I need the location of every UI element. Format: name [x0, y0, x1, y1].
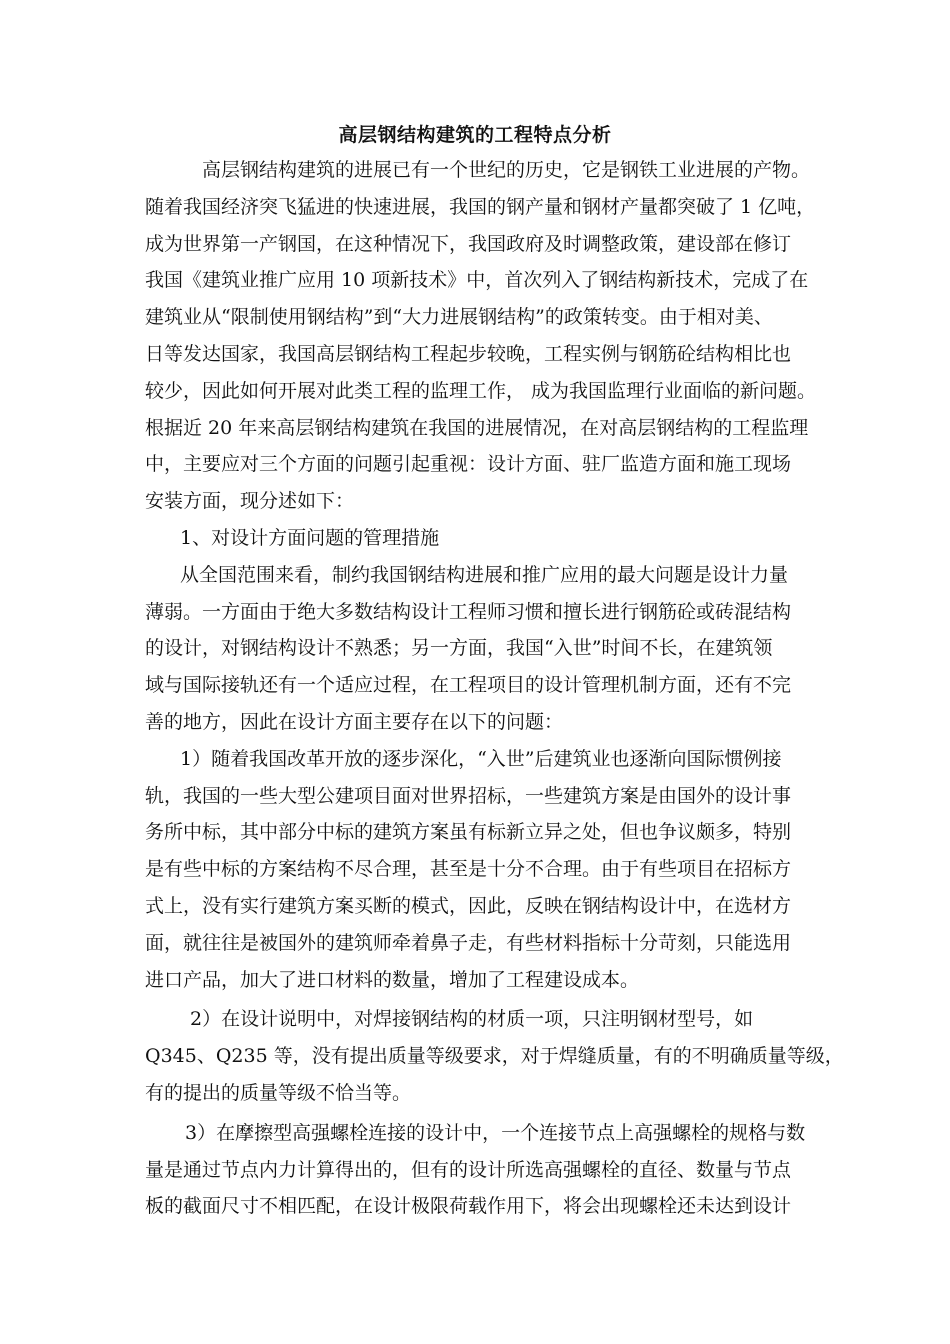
text-line: 进口产品，加大了进口材料的数量，增加了工程建设成本。 — [145, 968, 640, 991]
text-line: 善的地方，因此在设计方面主要存在以下的问题： — [145, 710, 564, 733]
text-line: 中，主要应对三个方面的问题引起重视：设计方面、驻厂监造方面和施工现场 — [145, 453, 792, 476]
document-body — [145, 152, 844, 1225]
text-line: 的设计，对钢结构设计不熟悉；另一方面，我国“入世”时间不长，在建筑领 — [145, 637, 773, 660]
text-line: 板的截面尺寸不相匹配，在设计极限荷载作用下，将会出现螺栓还未达到设计 — [145, 1195, 792, 1218]
text-line: 是有些中标的方案结构不尽合理，甚至是十分不合理。由于有些项目在招标方 — [145, 858, 792, 881]
text-line: 1）随着我国改革开放的逐步深化，“入世”后建筑业也逐渐向国际惯例接 — [180, 747, 782, 770]
text-line: 面，就往往是被国外的建筑师牵着鼻子走，有些材料指标十分苛刻，只能选用 — [145, 931, 792, 954]
text-line: 2）在设计说明中，对焊接钢结构的材质一项，只注明钢材型号，如 — [190, 1008, 754, 1031]
text-line: 1、对设计方面问题的管理措施 — [180, 526, 440, 549]
text-line: 从全国范围来看，制约我国钢结构进展和推广应用的最大问题是设计力量 — [180, 563, 789, 586]
text-line: 务所中标，其中部分中标的建筑方案虽有标新立异之处，但也争议颇多，特别 — [145, 821, 792, 844]
text-line: 日等发达国家，我国高层钢结构工程起步较晚，工程实例与钢筋砼结构相比也 — [145, 342, 792, 365]
text-line: 轨，我国的一些大型公建项目面对世界招标，一些建筑方案是由国外的设计事 — [145, 784, 792, 807]
text-line: 域与国际接轨还有一个适应过程，在工程项目的设计管理机制方面，还有不完 — [145, 674, 792, 697]
text-line: 量是通过节点内力计算得出的，但有的设计所选高强螺栓的直径、数量与节点 — [145, 1158, 792, 1181]
text-line: 成为世界第一产钢国，在这种情况下，我国政府及时调整政策，建设部在修订 — [145, 232, 792, 255]
text-line: 建筑业从“限制使用钢结构”到“大力进展钢结构”的政策转变。由于相对美、 — [145, 306, 773, 329]
text-line: 3）在摩擦型高强螺栓连接的设计中，一个连接节点上高强螺栓的规格与数 — [185, 1121, 806, 1144]
text-line: 安装方面，现分述如下： — [145, 490, 355, 513]
text-line: 薄弱。一方面由于绝大多数结构设计工程师习惯和擅长进行钢筋砼或砖混结构 — [145, 600, 792, 623]
text-line: 式上，没有实行建筑方案买断的模式，因此，反映在钢结构设计中，在选材方 — [145, 894, 792, 917]
text-line: 我国《建筑业推广应用 10 项新技术》中，首次列入了钢结构新技术，完成了在 — [145, 269, 809, 292]
text-line: 根据近 20 年来高层钢结构建筑在我国的进展情况，在对高层钢结构的工程监理 — [145, 416, 809, 439]
document-title: 高层钢结构建筑的工程特点分析 — [338, 124, 612, 146]
text-line: 高层钢结构建筑的进展已有一个世纪的历史，它是钢铁工业进展的产物。 — [202, 159, 811, 181]
text-line: 有的提出的质量等级不恰当等。 — [145, 1081, 412, 1104]
text-line: Q345、Q235 等，没有提出质量等级要求，对于焊缝质量，有的不明确质量等级， — [145, 1045, 844, 1068]
text-line: 较少，因此如何开展对此类工程的监理工作， 成为我国监理行业面临的新问题。 — [145, 379, 817, 402]
text-line: 随着我国经济突飞猛进的快速进展，我国的钢产量和钢材产量都突破了 1 亿吨， — [145, 195, 816, 218]
